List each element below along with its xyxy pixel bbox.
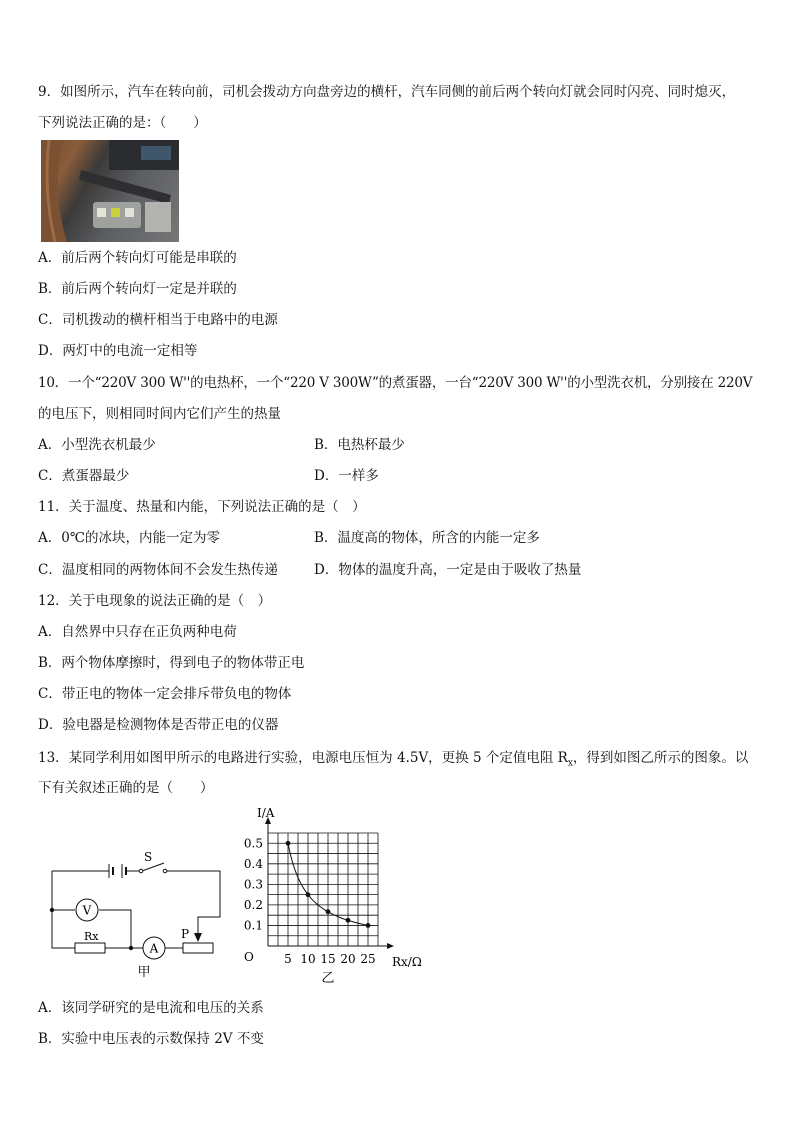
y-tick-label: 0.2 xyxy=(243,897,263,912)
q10-stem-line2: 的电压下，则相同时间内它们产生的热量 xyxy=(38,406,281,422)
q11-option-c: C．温度相同的两物体间不会发生热传递 xyxy=(38,562,278,578)
data-point xyxy=(326,909,331,914)
q13-stem-line2: 下有关叙述正确的是（ ） xyxy=(38,780,214,796)
switch-label: S xyxy=(144,850,153,864)
data-point xyxy=(366,923,371,928)
switch-pivot xyxy=(139,869,143,873)
circuit-diagram xyxy=(40,845,230,990)
chart-tick-labels xyxy=(244,836,376,966)
q11-option-a: A．0℃的冰块，内能一定为零 xyxy=(38,530,220,546)
q9-option-a: A．前后两个转向灯可能是串联的 xyxy=(38,250,237,266)
q9-option-c: C．司机拨动的横杆相当于电路中的电源 xyxy=(38,312,278,328)
q12-option-a: A．自然界中只存在正负两种电荷 xyxy=(38,624,237,640)
voltmeter-label: V xyxy=(82,903,92,918)
chart-y-axis-label: I/A xyxy=(257,806,275,820)
data-point xyxy=(286,841,291,846)
switch-blade xyxy=(142,863,164,871)
q13-stem-part1: 13．某同学利用如图甲所示的电路进行实验，电源电压恒为 4.5V，更换 5 个定值电阻 R xyxy=(38,750,568,766)
q10-option-b: B．电热杯最少 xyxy=(314,437,405,453)
y-tick-label: 0.3 xyxy=(243,877,263,892)
x-tick-label: 20 xyxy=(340,952,356,966)
q12-stem: 12．关于电现象的说法正确的是（ ） xyxy=(38,593,272,609)
resistor-label: Rx xyxy=(84,930,99,943)
q9-option-d: D．两灯中的电流一定相等 xyxy=(38,343,198,359)
q10-stem-line1: 10．一个“220V 300 W''的电热杯，一个“220 V 300W”的煮蛋器，一台“220V 300 W''的小型洗衣机，分别接在 220V xyxy=(38,375,753,391)
circuit-wire-top-right xyxy=(167,871,220,935)
junction-left xyxy=(50,908,54,912)
q12-option-c: C．带正电的物体一定会排斥带负电的物体 xyxy=(38,686,292,702)
x-tick-label: 10 xyxy=(300,952,316,966)
slider-label: P xyxy=(181,927,190,941)
slider-arrow xyxy=(194,933,202,942)
x-tick-label: 5 xyxy=(284,952,292,966)
q9-stem-line1: 9．如图所示，汽车在转向前，司机会拨动方向盘旁边的横杆，汽车同侧的前后两个转向灯就会同时闪亮、同时熄灭， xyxy=(38,84,736,100)
q12-option-d: D．验电器是检测物体是否带正电的仪器 xyxy=(38,717,279,733)
q13-stem-subscript: x xyxy=(567,758,573,769)
q13-stem-part2: ，得到如图乙所示的图象。以 xyxy=(572,750,749,766)
rheostat xyxy=(183,943,213,953)
q10-option-a: A．小型洗衣机最少 xyxy=(38,437,156,453)
steering-lever-photo xyxy=(41,140,179,242)
switch-contact xyxy=(163,869,167,873)
q10-option-c: C．煮蛋器最少 xyxy=(38,468,130,484)
y-tick-label: 0.1 xyxy=(243,918,263,933)
chart-grid xyxy=(268,833,378,946)
y-tick-label: 0.5 xyxy=(243,836,263,851)
ammeter-label: A xyxy=(149,941,159,956)
resistor-rx xyxy=(75,943,105,953)
q12-option-b: B．两个物体摩擦时，得到电子的物体带正电 xyxy=(38,655,305,671)
chart-x-axis-label: Rx/Ω xyxy=(392,955,422,969)
circuit-caption: 甲 xyxy=(137,965,151,980)
chart-caption: 乙 xyxy=(321,971,335,986)
q11-option-b: B．温度高的物体，所含的内能一定多 xyxy=(314,530,540,546)
q9-option-b: B．前后两个转向灯一定是并联的 xyxy=(38,281,237,297)
chart-axes xyxy=(265,817,394,949)
q13-stem-line1 xyxy=(38,749,748,773)
steering-lever-illustration xyxy=(41,140,179,242)
x-tick-label: 15 xyxy=(320,952,336,966)
junction-right xyxy=(129,946,133,950)
current-resistance-chart xyxy=(225,800,422,990)
x-axis-arrow xyxy=(387,943,394,949)
data-point xyxy=(346,918,351,923)
chart-origin-label: O xyxy=(244,950,254,964)
q13-option-a: A．该同学研究的是电流和电压的关系 xyxy=(38,1000,264,1016)
q11-option-d: D．物体的温度升高，一定是由于吸收了热量 xyxy=(314,562,582,578)
q13-option-b: B．实验中电压表的示数保持 2V 不变 xyxy=(38,1031,264,1047)
q9-stem-line2: 下列说法正确的是：（ ） xyxy=(38,115,207,131)
y-tick-label: 0.4 xyxy=(243,856,263,871)
data-point xyxy=(306,892,311,897)
x-tick-label: 25 xyxy=(360,952,376,966)
q10-option-d: D．一样多 xyxy=(314,468,379,484)
circuit-wire-v-right xyxy=(99,910,131,948)
q11-stem: 11．关于温度、热量和内能，下列说法正确的是（ ） xyxy=(38,499,366,515)
